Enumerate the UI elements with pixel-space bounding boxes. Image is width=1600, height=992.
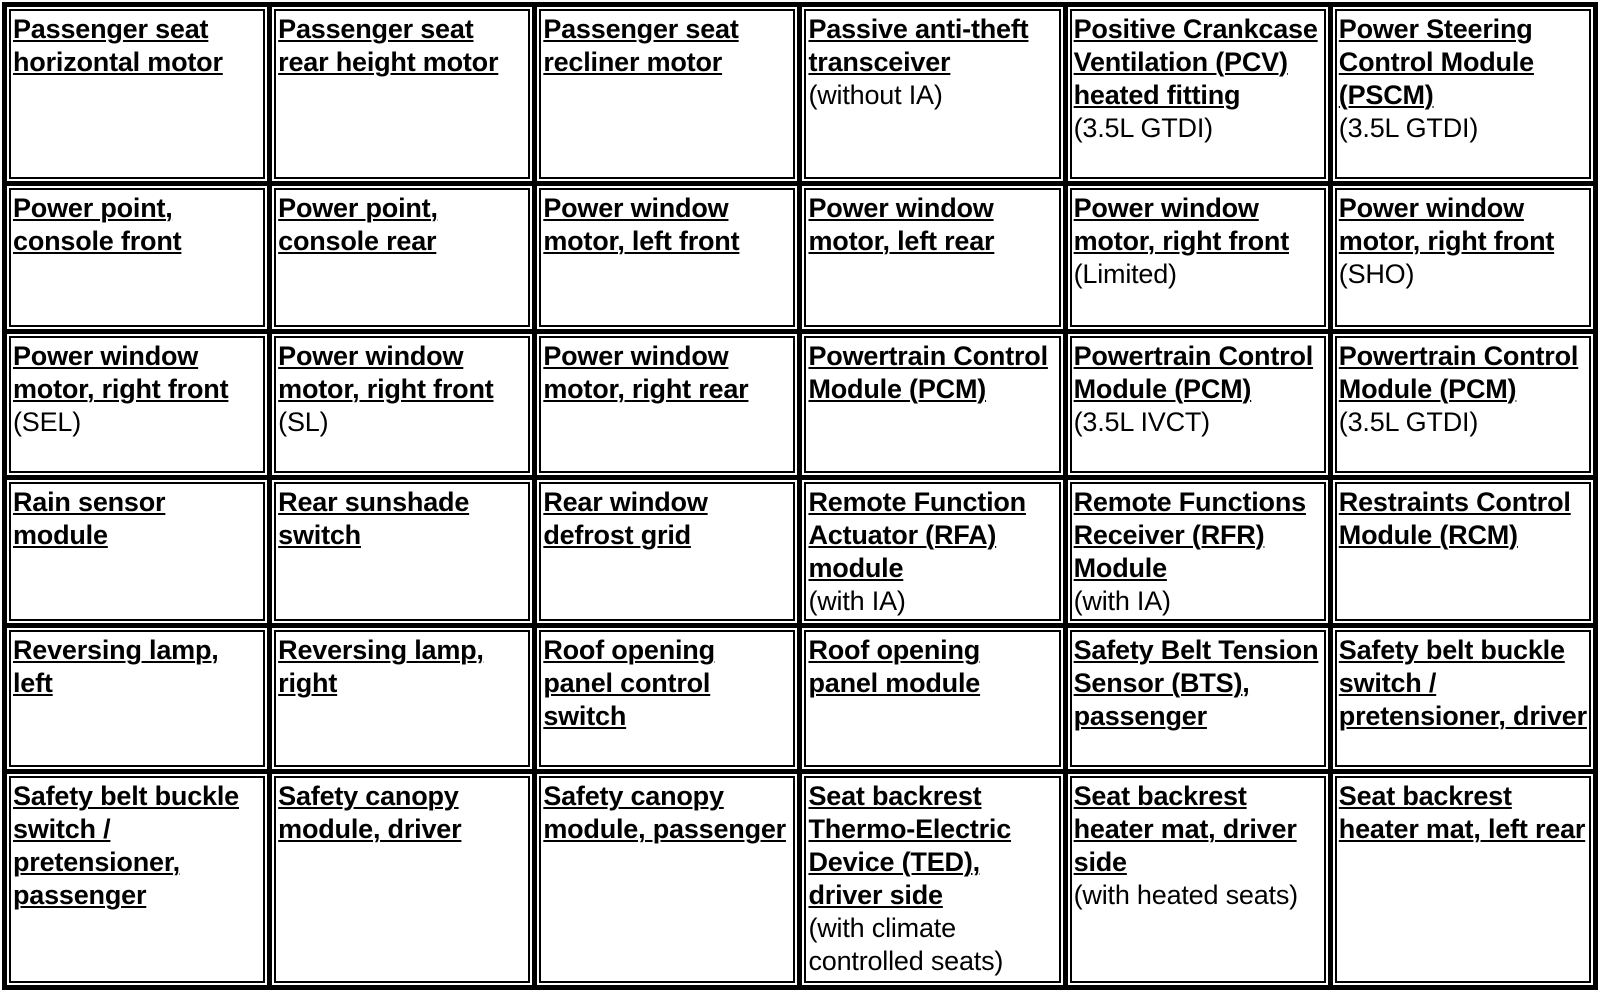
component-link[interactable]: Power window motor, right front xyxy=(1073,192,1289,256)
component-link[interactable]: Safety canopy module, passenger xyxy=(543,781,786,845)
component-cell xyxy=(1068,628,1328,769)
component-link[interactable]: Passive anti-theft transceiver xyxy=(808,14,1029,77)
component-cell xyxy=(537,334,797,475)
component-link[interactable]: Reversing lamp, right xyxy=(278,635,484,699)
component-cell xyxy=(1333,774,1593,985)
component-cell xyxy=(7,7,267,181)
component-cell xyxy=(802,480,1062,623)
component-link[interactable]: Seat backrest Thermo-Electric Device (TED), driver side xyxy=(808,781,1012,911)
component-cell xyxy=(272,480,532,623)
component-cell xyxy=(1068,7,1328,181)
component-link[interactable]: Power window motor, left rear xyxy=(808,192,995,256)
component-note: (3.5L GTDI) xyxy=(1338,113,1479,143)
component-note: (with climate controlled seats) xyxy=(808,913,1004,977)
component-link[interactable]: Restraints Control Module (RCM) xyxy=(1338,487,1571,551)
component-link[interactable]: Positive Crankcase Ventilation (PCV) heated fitting xyxy=(1073,14,1318,110)
component-cell xyxy=(272,774,532,985)
component-cell xyxy=(272,334,532,475)
component-link[interactable]: Passenger seat rear height motor xyxy=(278,14,499,77)
component-link[interactable]: Power window motor, right rear xyxy=(543,340,749,404)
component-cell xyxy=(802,628,1062,769)
component-link[interactable]: Passenger seat horizontal motor xyxy=(13,14,223,77)
component-note: (3.5L GTDI) xyxy=(1073,113,1213,143)
component-link[interactable]: Power window motor, right front xyxy=(1338,192,1555,256)
component-link[interactable]: Seat backrest heater mat, driver side xyxy=(1073,781,1297,878)
component-link[interactable]: Power Steering Control Module (PSCM) xyxy=(1338,14,1534,110)
component-link[interactable]: Power window motor, right front xyxy=(278,340,494,404)
component-cell xyxy=(537,7,797,181)
component-note: (with heated seats) xyxy=(1073,880,1298,911)
component-grid xyxy=(2,2,1598,990)
component-link[interactable]: Safety belt buckle switch / pretensioner, passenger xyxy=(13,781,239,911)
component-cell xyxy=(1068,186,1328,329)
component-note: (3.5L IVCT) xyxy=(1073,406,1210,437)
component-cell xyxy=(802,186,1062,329)
component-link[interactable]: Safety Belt Tension Sensor (BTS), passenger xyxy=(1073,635,1319,732)
component-link[interactable]: Roof opening panel module xyxy=(808,635,981,699)
component-cell xyxy=(1333,186,1593,329)
component-link[interactable]: Passenger seat recliner motor xyxy=(543,14,739,77)
component-cell xyxy=(537,186,797,329)
component-link[interactable]: Remote Functions Receiver (RFR) Module xyxy=(1073,487,1306,584)
component-cell xyxy=(7,480,267,623)
component-cell xyxy=(537,774,797,985)
component-link[interactable]: Power window motor, right front xyxy=(13,340,229,404)
component-link[interactable]: Rear window defrost grid xyxy=(543,487,708,551)
component-note: (SEL) xyxy=(13,406,82,437)
component-cell xyxy=(1068,480,1328,623)
component-cell xyxy=(7,774,267,985)
component-link[interactable]: Power point, console front xyxy=(13,192,182,256)
component-cell xyxy=(272,628,532,769)
table-row xyxy=(7,628,1593,769)
component-cell xyxy=(537,628,797,769)
component-cell xyxy=(1068,334,1328,475)
component-link[interactable]: Powertrain Control Module (PCM) xyxy=(808,340,1048,404)
component-cell xyxy=(1333,628,1593,769)
component-cell xyxy=(1333,334,1593,475)
table-row xyxy=(7,7,1593,181)
component-note: (Limited) xyxy=(1073,258,1177,289)
component-cell xyxy=(7,628,267,769)
component-link[interactable]: Safety canopy module, driver xyxy=(278,781,462,845)
table-row xyxy=(7,774,1593,985)
component-note: (3.5L GTDI) xyxy=(1338,406,1479,437)
component-cell xyxy=(1333,7,1593,181)
table-row xyxy=(7,334,1593,475)
component-link[interactable]: Seat backrest heater mat, left rear xyxy=(1338,781,1586,845)
component-cell xyxy=(537,480,797,623)
component-cell xyxy=(7,186,267,329)
component-link[interactable]: Powertrain Control Module (PCM) xyxy=(1073,340,1314,404)
component-cell xyxy=(802,334,1062,475)
component-index xyxy=(2,2,1598,990)
component-cell xyxy=(272,7,532,181)
component-link[interactable]: Power point, console rear xyxy=(278,192,438,256)
component-note: (with IA) xyxy=(808,586,906,617)
component-link[interactable]: Safety belt buckle switch / pretensioner, driver xyxy=(1338,635,1587,732)
component-link[interactable]: Reversing lamp, left xyxy=(13,635,219,699)
component-cell xyxy=(1333,480,1593,623)
table-row xyxy=(7,186,1593,329)
component-link[interactable]: Rear sunshade switch xyxy=(278,487,470,551)
component-link[interactable]: Power window motor, left front xyxy=(543,192,740,256)
component-note: (with IA) xyxy=(1073,586,1171,617)
component-cell xyxy=(7,334,267,475)
table-row xyxy=(7,480,1593,623)
component-cell xyxy=(1068,774,1328,985)
component-link[interactable]: Remote Function Actuator (RFA) module xyxy=(808,487,1026,584)
component-link[interactable]: Rain sensor module xyxy=(13,487,166,551)
component-cell xyxy=(802,7,1062,181)
component-note: (without IA) xyxy=(808,80,943,110)
component-cell xyxy=(802,774,1062,985)
component-link[interactable]: Powertrain Control Module (PCM) xyxy=(1338,340,1579,404)
component-note: (SHO) xyxy=(1338,258,1415,289)
component-note: (SL) xyxy=(278,406,329,437)
component-link[interactable]: Roof opening panel control switch xyxy=(543,635,715,732)
component-cell xyxy=(272,186,532,329)
